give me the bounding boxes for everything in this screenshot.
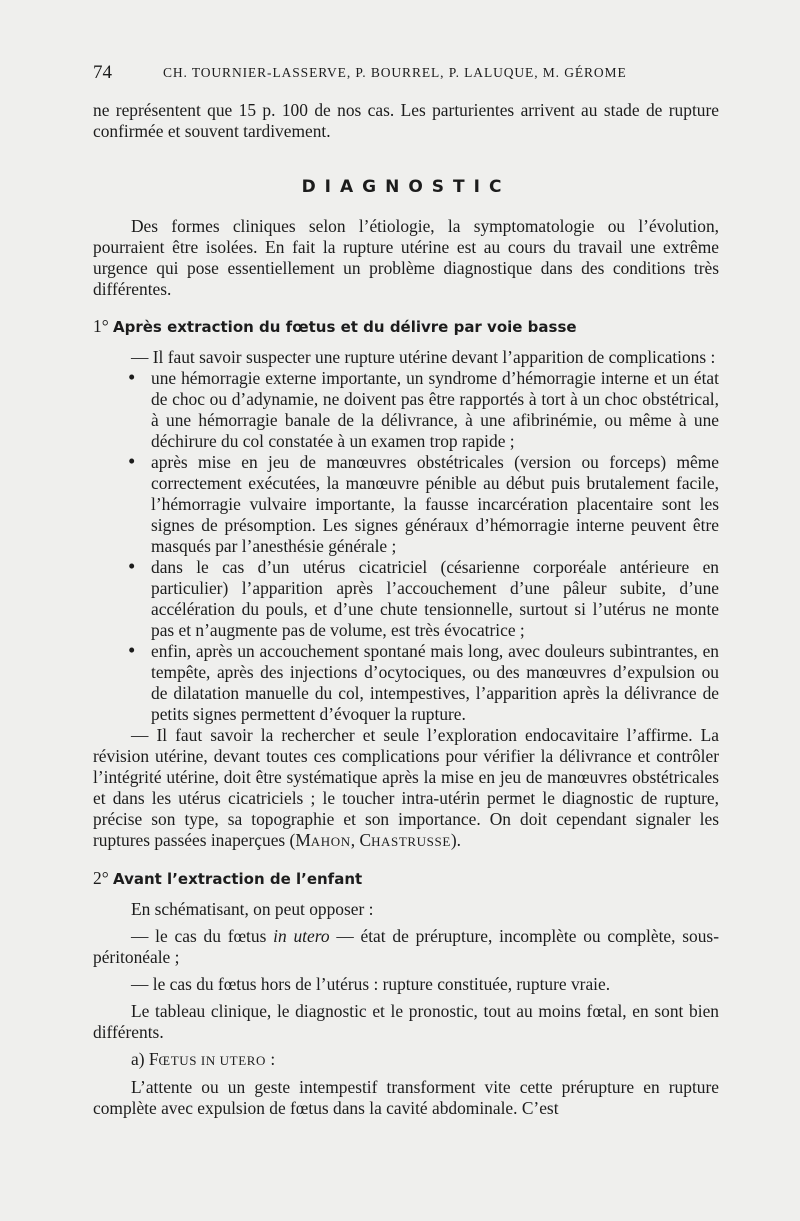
section-title: DIAGNOSTIC [301,177,511,197]
subsection-2-p2: — le cas du fœtus in utero — état de prérupture, incomplète ou complète, sous-péritonéale ; [93,926,719,967]
subsection-2-heading [93,868,719,890]
subsection-1-lead: — Il faut savoir suspecter une rupture utérine devant l’apparition de complications : [131,347,716,367]
subsection-2-p1: En schématisant, on peut opposer : [131,899,374,919]
list-item: • une hémorragie externe importante, un syndrome d’hémorragie interne et un état de choc ou d’adynamie, ne doivent pas être rapportés à tort à un choc obstétrical, à une hémorragie banale de la délivrance, à une afibrinémie, ou même à une déchirure du col constatée à un examen trop rapide ; [93,368,719,452]
list-item: • dans le cas d’un utérus cicatriciel (césarienne corporéale antérieure en particulier) l’apparition après l’accouchement d’une pâleur subite, d’une accélération du pouls, et d’une chute tensionnelle, surtout si l’utérus ne monte pas et n’augmente pas de volume, est très évocatrice ; [93,557,719,641]
list-item: • après mise en jeu de manœuvres obstétricales (version ou forceps) même correctement exécutées, la manœuvre pénible au début puis brutalement facile, l’hémorragie vulvaire importante, la fausse incarcération placentaire sont les signes de présomption. Les signes généraux d’hémorragie interne peuvent être masqués par l’anesthésie générale ; [93,452,719,557]
subsection-a-paragraph: L’attente ou un geste intempestif transforment vite cette prérupture en rupture complète avec expulsion de fœtus dans la cavité abdominale. C’est [93,1077,719,1118]
body-text [93,100,719,1119]
author-name-2: CHASTRUSSE [359,830,451,850]
subsection-2-title: Avant l’extraction de l’enfant [113,870,363,888]
bullet-list [93,368,719,725]
subsection-1-closing: — Il faut savoir la rechercher et seule l’exploration endocavitaire l’affirme. La révision utérine, devant toutes ces complications pour vérifier la délivrance et contrôler l’intégrité utérine, doit être systématique après la mise en jeu de manœuvres obstétricales et dans les utérus cicatriciels ; le toucher intra-utérin permet le diagnostic de rupture, précise son type, sa topographie et son importance. On doit cependant signaler les ruptures passées inaperçues (MAHON, CHASTRUSSE). [93,725,719,850]
intro-paragraph: ne représentent que 15 p. 100 de nos cas. Les parturientes arrivent au stade de rupture confirmée et souvent tardivement. [93,100,719,141]
section-intro: Des formes cliniques selon l’étiologie, la symptomatologie ou l’évolution, pourraient être isolées. En fait la rupture utérine est au cours du travail une extrême urgence qui pose essentiellement un problème diagnostique dans des conditions très différentes. [93,216,719,299]
running-title: CH. TOURNIER-LASSERVE, P. BOURREL, P. LALUQUE, M. GÉROME [163,65,627,80]
subsection-1-number: 1° [93,316,109,336]
subsection-2-p3: — le cas du fœtus hors de l’utérus : rupture constituée, rupture vraie. [131,974,611,994]
subsection-2-number: 2° [93,868,109,888]
subsection-1-heading [93,316,719,338]
closing-text: — Il faut savoir la rechercher et seule l’exploration endocavitaire l’affirme. La révision utérine, devant toutes ces complications pour vérifier la délivrance et contrôler l’intégrité utérine, doit être systématique après la mise en jeu de manœuvres obstétricales et dans les utérus cicatriciels ; le toucher intra-utérin permet le diagnostic de rupture, précise son type, sa topographie et son importance. On doit cependant signaler les ruptures passées inaperçues ( [93,725,719,850]
author-name-1: MAHON [295,830,351,850]
list-item: • enfin, après un accouchement spontané mais long, avec douleurs subintrantes, en tempête, après des injections d’ocytociques, ou des manœuvres d’expulsion ou de dilatation manuelle du col, intempestives, l’apparition après la délivrance de petits signes permettent d’évoquer la rupture. [93,641,719,725]
page-number: 74 [93,62,112,83]
running-header [93,62,713,84]
subsection-2-p4: Le tableau clinique, le diagnostic et le pronostic, tout au moins fœtal, en sont bien différents. [93,1001,719,1042]
latin-term: in utero [273,926,330,946]
subsection-a-heading: a) FŒTUS IN UTERO : [131,1049,276,1069]
subsection-1-title: Après extraction du fœtus et du délivre par voie basse [113,318,577,336]
